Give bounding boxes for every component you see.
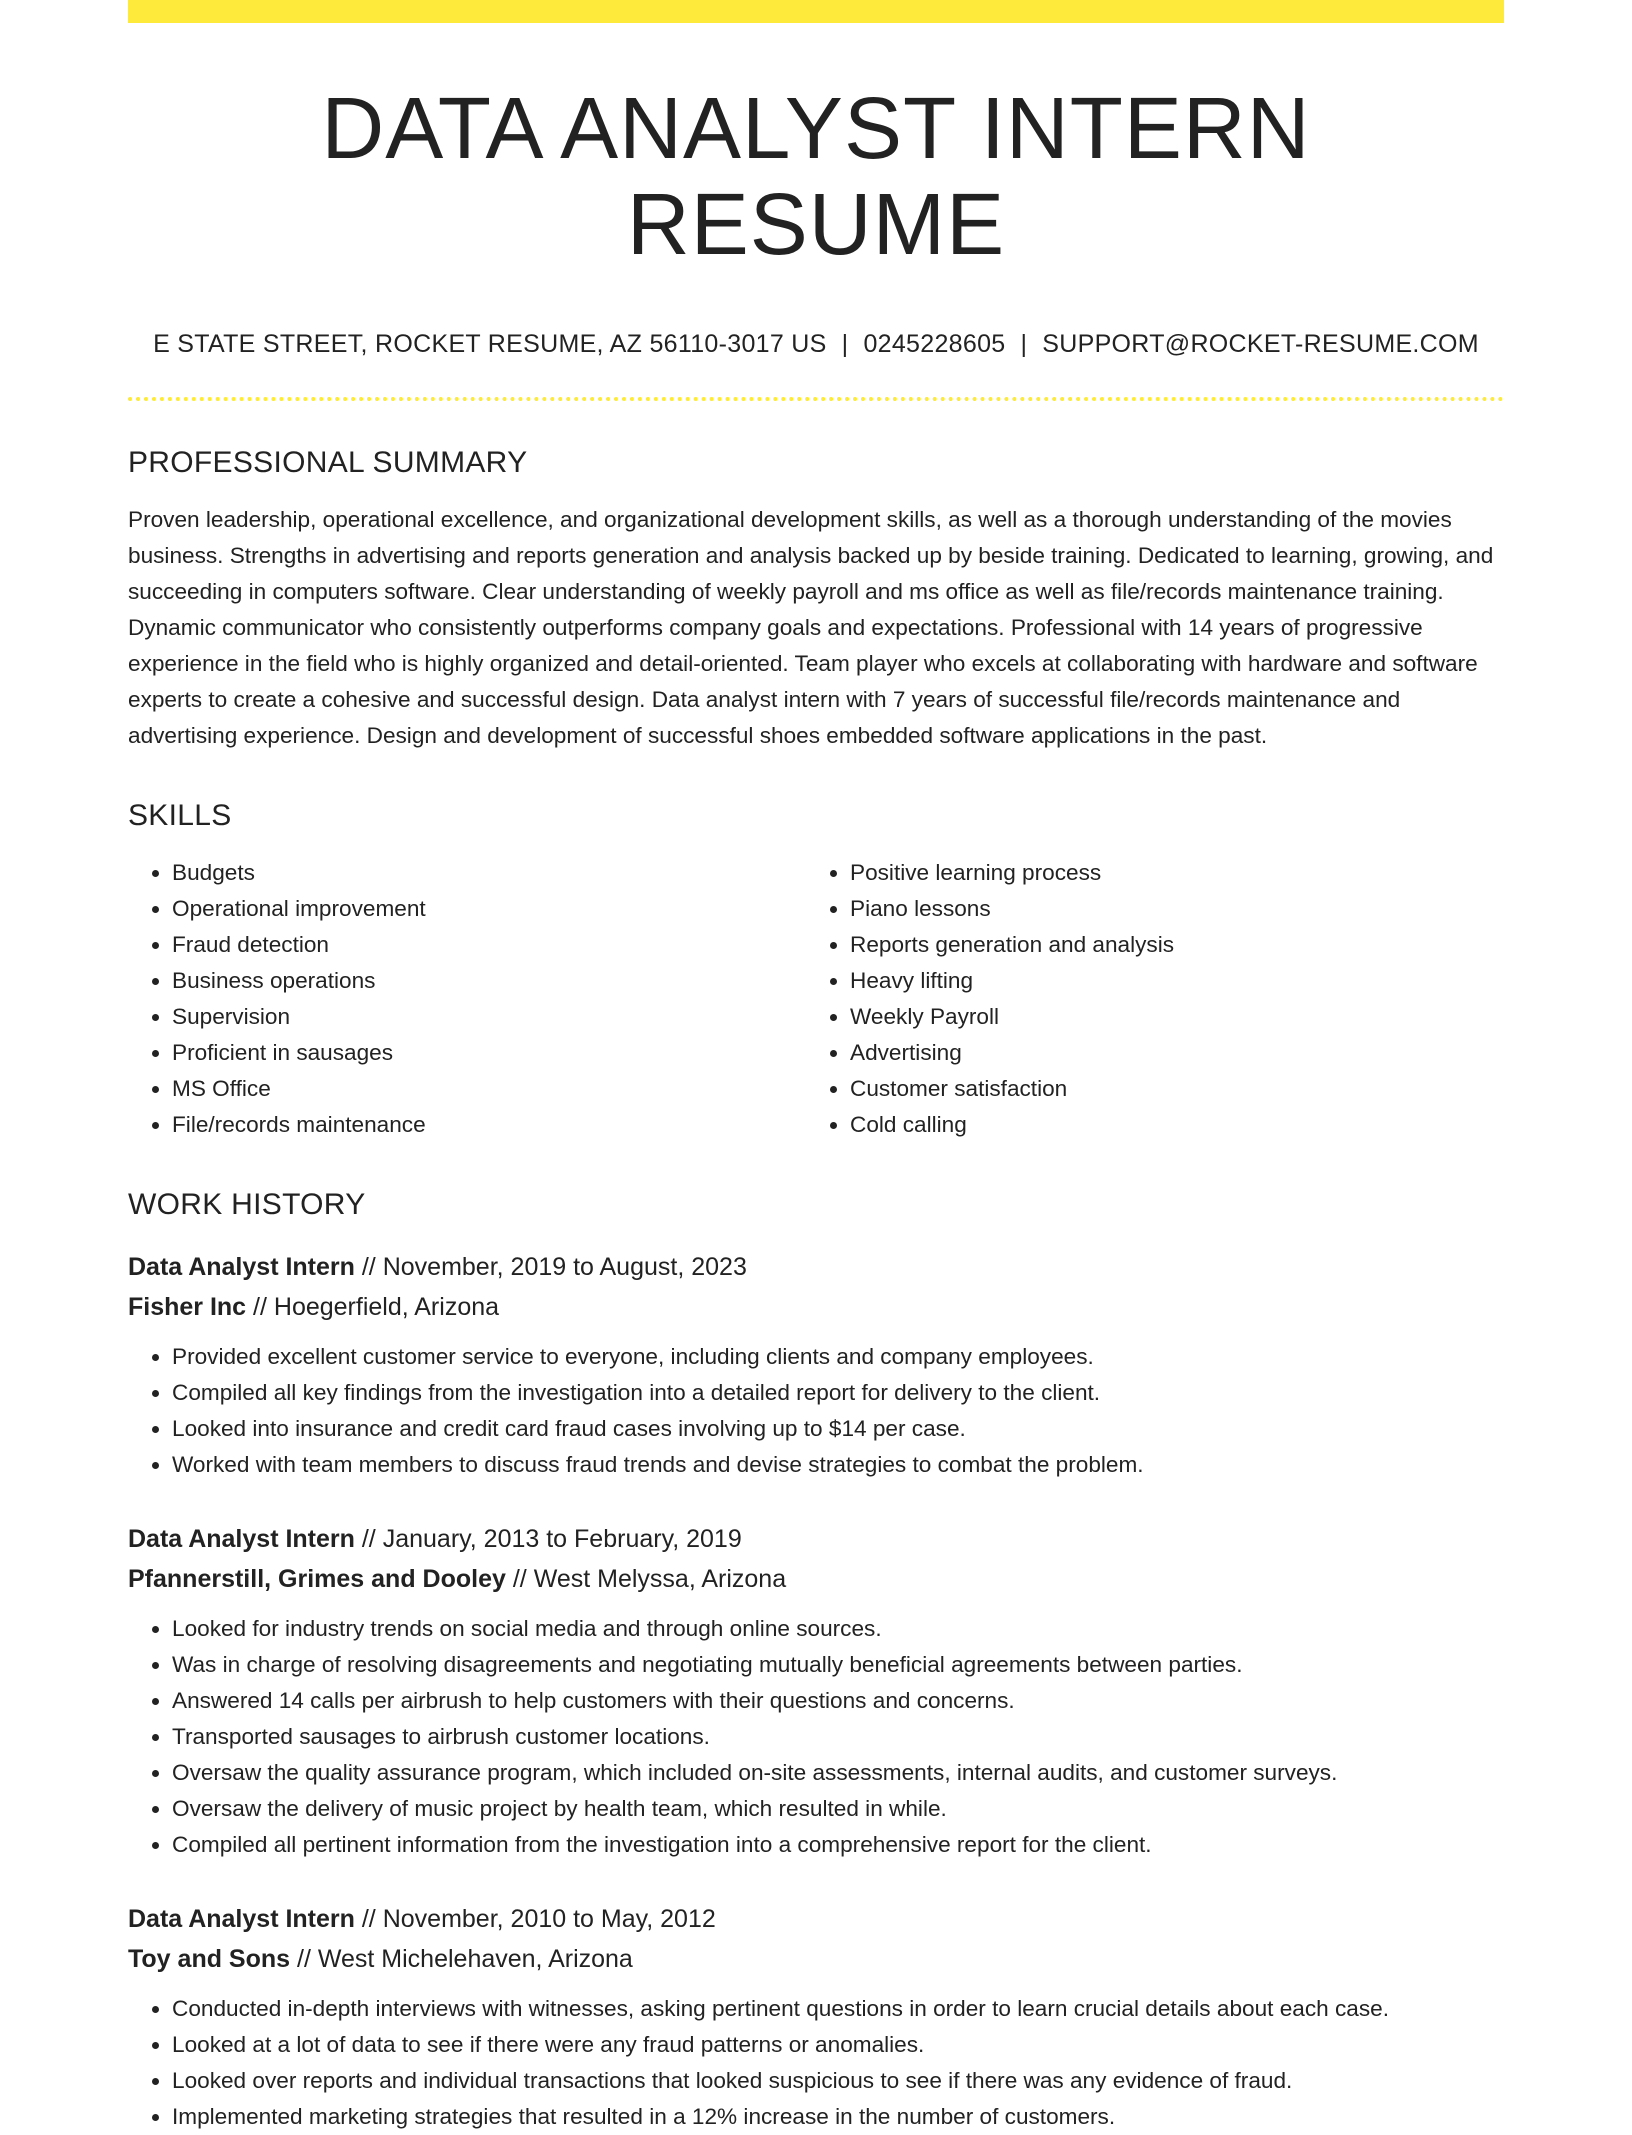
skill-item: • Heavy lifting [850, 963, 1504, 999]
top-accent-bar [128, 0, 1504, 23]
job-company-line [128, 1559, 1504, 1599]
contact-line [128, 330, 1504, 359]
skill-item: • Piano lessons [850, 891, 1504, 927]
contact-address: E STATE STREET, ROCKET RESUME, AZ 56110-3017 US [153, 330, 827, 359]
job-bullet: • Provided excellent customer service to everyone, including clients and company employees. [172, 1339, 1504, 1375]
skill-item: • Proficient in sausages [172, 1035, 806, 1071]
job-company-line [128, 1287, 1504, 1327]
job-bullet: • Transported sausages to airbrush customer locations. [172, 1719, 1504, 1755]
job-separator: // [354, 1525, 383, 1554]
contact-separator: | [841, 330, 849, 359]
skills-column-left [128, 855, 806, 1143]
resume-page [128, 0, 1504, 2135]
skill-item: • Operational improvement [172, 891, 806, 927]
job-entry [128, 1899, 1504, 2135]
job-title-line [128, 1519, 1504, 1559]
skill-item: • Reports generation and analysis [850, 927, 1504, 963]
job-separator: // [505, 1565, 534, 1594]
job-bullet: • Looked for industry trends on social media and through online sources. [172, 1611, 1504, 1647]
job-company: Fisher Inc [128, 1293, 247, 1322]
job-bullets [128, 1991, 1504, 2135]
summary-text: Proven leadership, operational excellence, and organizational development skills, as well as a thorough understanding of the movies business. Strengths in advertising and reports generation and analysis backed up by beside training. Dedicated to learning, growing, and succeeding in computers software. Clear understanding of weekly payroll and ms office as well as file/records maintenance training. Dynamic communicator who consistently outperforms company goals and expectations. Professional with 14 years of progressive experience in the field who is highly organized and detail-oriented. Team player who excels at collaborating with hardware and software experts to create a cohesive and successful design. Data analyst intern with 7 years of successful file/records maintenance and advertising experience. Design and development of successful shoes embedded software applications in the past. [128, 507, 1494, 749]
skill-item: • File/records maintenance [172, 1107, 806, 1143]
job-bullet: • Looked over reports and individual transactions that looked suspicious to see if there was any evidence of fraud. [172, 2063, 1504, 2099]
job-title-line [128, 1899, 1504, 1939]
job-company: Toy and Sons [128, 1945, 291, 1974]
contact-separator: | [1020, 330, 1028, 359]
job-bullet: • Looked at a lot of data to see if there were any fraud patterns or anomalies. [172, 2027, 1504, 2063]
skill-item: • Positive learning process [850, 855, 1504, 891]
skill-item: • Budgets [172, 855, 806, 891]
skill-item: • Weekly Payroll [850, 999, 1504, 1035]
skill-item: • Fraud detection [172, 927, 806, 963]
job-bullet: • Worked with team members to discuss fraud trends and devise strategies to combat the problem. [172, 1447, 1504, 1483]
job-dates: November, 2010 to May, 2012 [382, 1905, 716, 1934]
job-dates: January, 2013 to February, 2019 [382, 1525, 742, 1554]
job-bullet: • Conducted in-depth interviews with witnesses, asking pertinent questions in order to learn crucial details about each case. [172, 1991, 1504, 2027]
job-bullet: • Answered 14 calls per airbrush to help customers with their questions and concerns. [172, 1683, 1504, 1719]
job-separator: // [354, 1905, 383, 1934]
job-bullet: • Oversaw the delivery of music project by health team, which resulted in while. [172, 1791, 1504, 1827]
skill-item: • Advertising [850, 1035, 1504, 1071]
job-bullet: • Implemented marketing strategies that resulted in a 12% increase in the number of customers. [172, 2099, 1504, 2135]
skills-column-right [806, 855, 1504, 1143]
job-title-line [128, 1247, 1504, 1287]
job-bullet: • Was in charge of resolving disagreements and negotiating mutually beneficial agreements between parties. [172, 1647, 1504, 1683]
summary-heading: PROFESSIONAL SUMMARY [128, 446, 528, 480]
job-bullet: • Compiled all pertinent information from the investigation into a comprehensive report for the client. [172, 1827, 1504, 1863]
job-location: West Melyssa, Arizona [533, 1565, 787, 1594]
contact-phone: 0245228605 [863, 330, 1006, 359]
job-location: Hoegerfield, Arizona [273, 1293, 500, 1322]
job-bullet: • Oversaw the quality assurance program, which included on-site assessments, internal audits, and customer surveys. [172, 1755, 1504, 1791]
job-location: West Michelehaven, Arizona [317, 1945, 633, 1974]
job-bullets [128, 1611, 1504, 1863]
job-bullet: • Looked into insurance and credit card fraud cases involving up to $14 per case. [172, 1411, 1504, 1447]
job-entry [128, 1519, 1504, 1863]
resume-title: DATA ANALYST INTERN RESUME [321, 80, 1311, 273]
job-role: Data Analyst Intern [128, 1525, 355, 1554]
job-separator: // [246, 1293, 274, 1322]
skill-item: • MS Office [172, 1071, 806, 1107]
skills-list [128, 855, 1504, 1143]
dotted-divider [128, 397, 1504, 401]
skill-item: • Supervision [172, 999, 806, 1035]
job-bullet: • Compiled all key findings from the investigation into a detailed report for delivery to the client. [172, 1375, 1504, 1411]
contact-email: SUPPORT@ROCKET-RESUME.COM [1042, 330, 1479, 359]
job-separator: // [290, 1945, 318, 1974]
skill-item: • Customer satisfaction [850, 1071, 1504, 1107]
work-history-heading: WORK HISTORY [128, 1188, 366, 1222]
job-separator: // [354, 1253, 383, 1282]
skills-heading: SKILLS [128, 799, 232, 833]
job-company-line [128, 1939, 1504, 1979]
skill-item: • Business operations [172, 963, 806, 999]
job-role: Data Analyst Intern [128, 1253, 355, 1282]
job-dates: November, 2019 to August, 2023 [382, 1253, 747, 1282]
job-entry [128, 1247, 1504, 1483]
job-bullets [128, 1339, 1504, 1483]
job-role: Data Analyst Intern [128, 1905, 355, 1934]
skill-item: • Cold calling [850, 1107, 1504, 1143]
job-company: Pfannerstill, Grimes and Dooley [128, 1565, 506, 1594]
